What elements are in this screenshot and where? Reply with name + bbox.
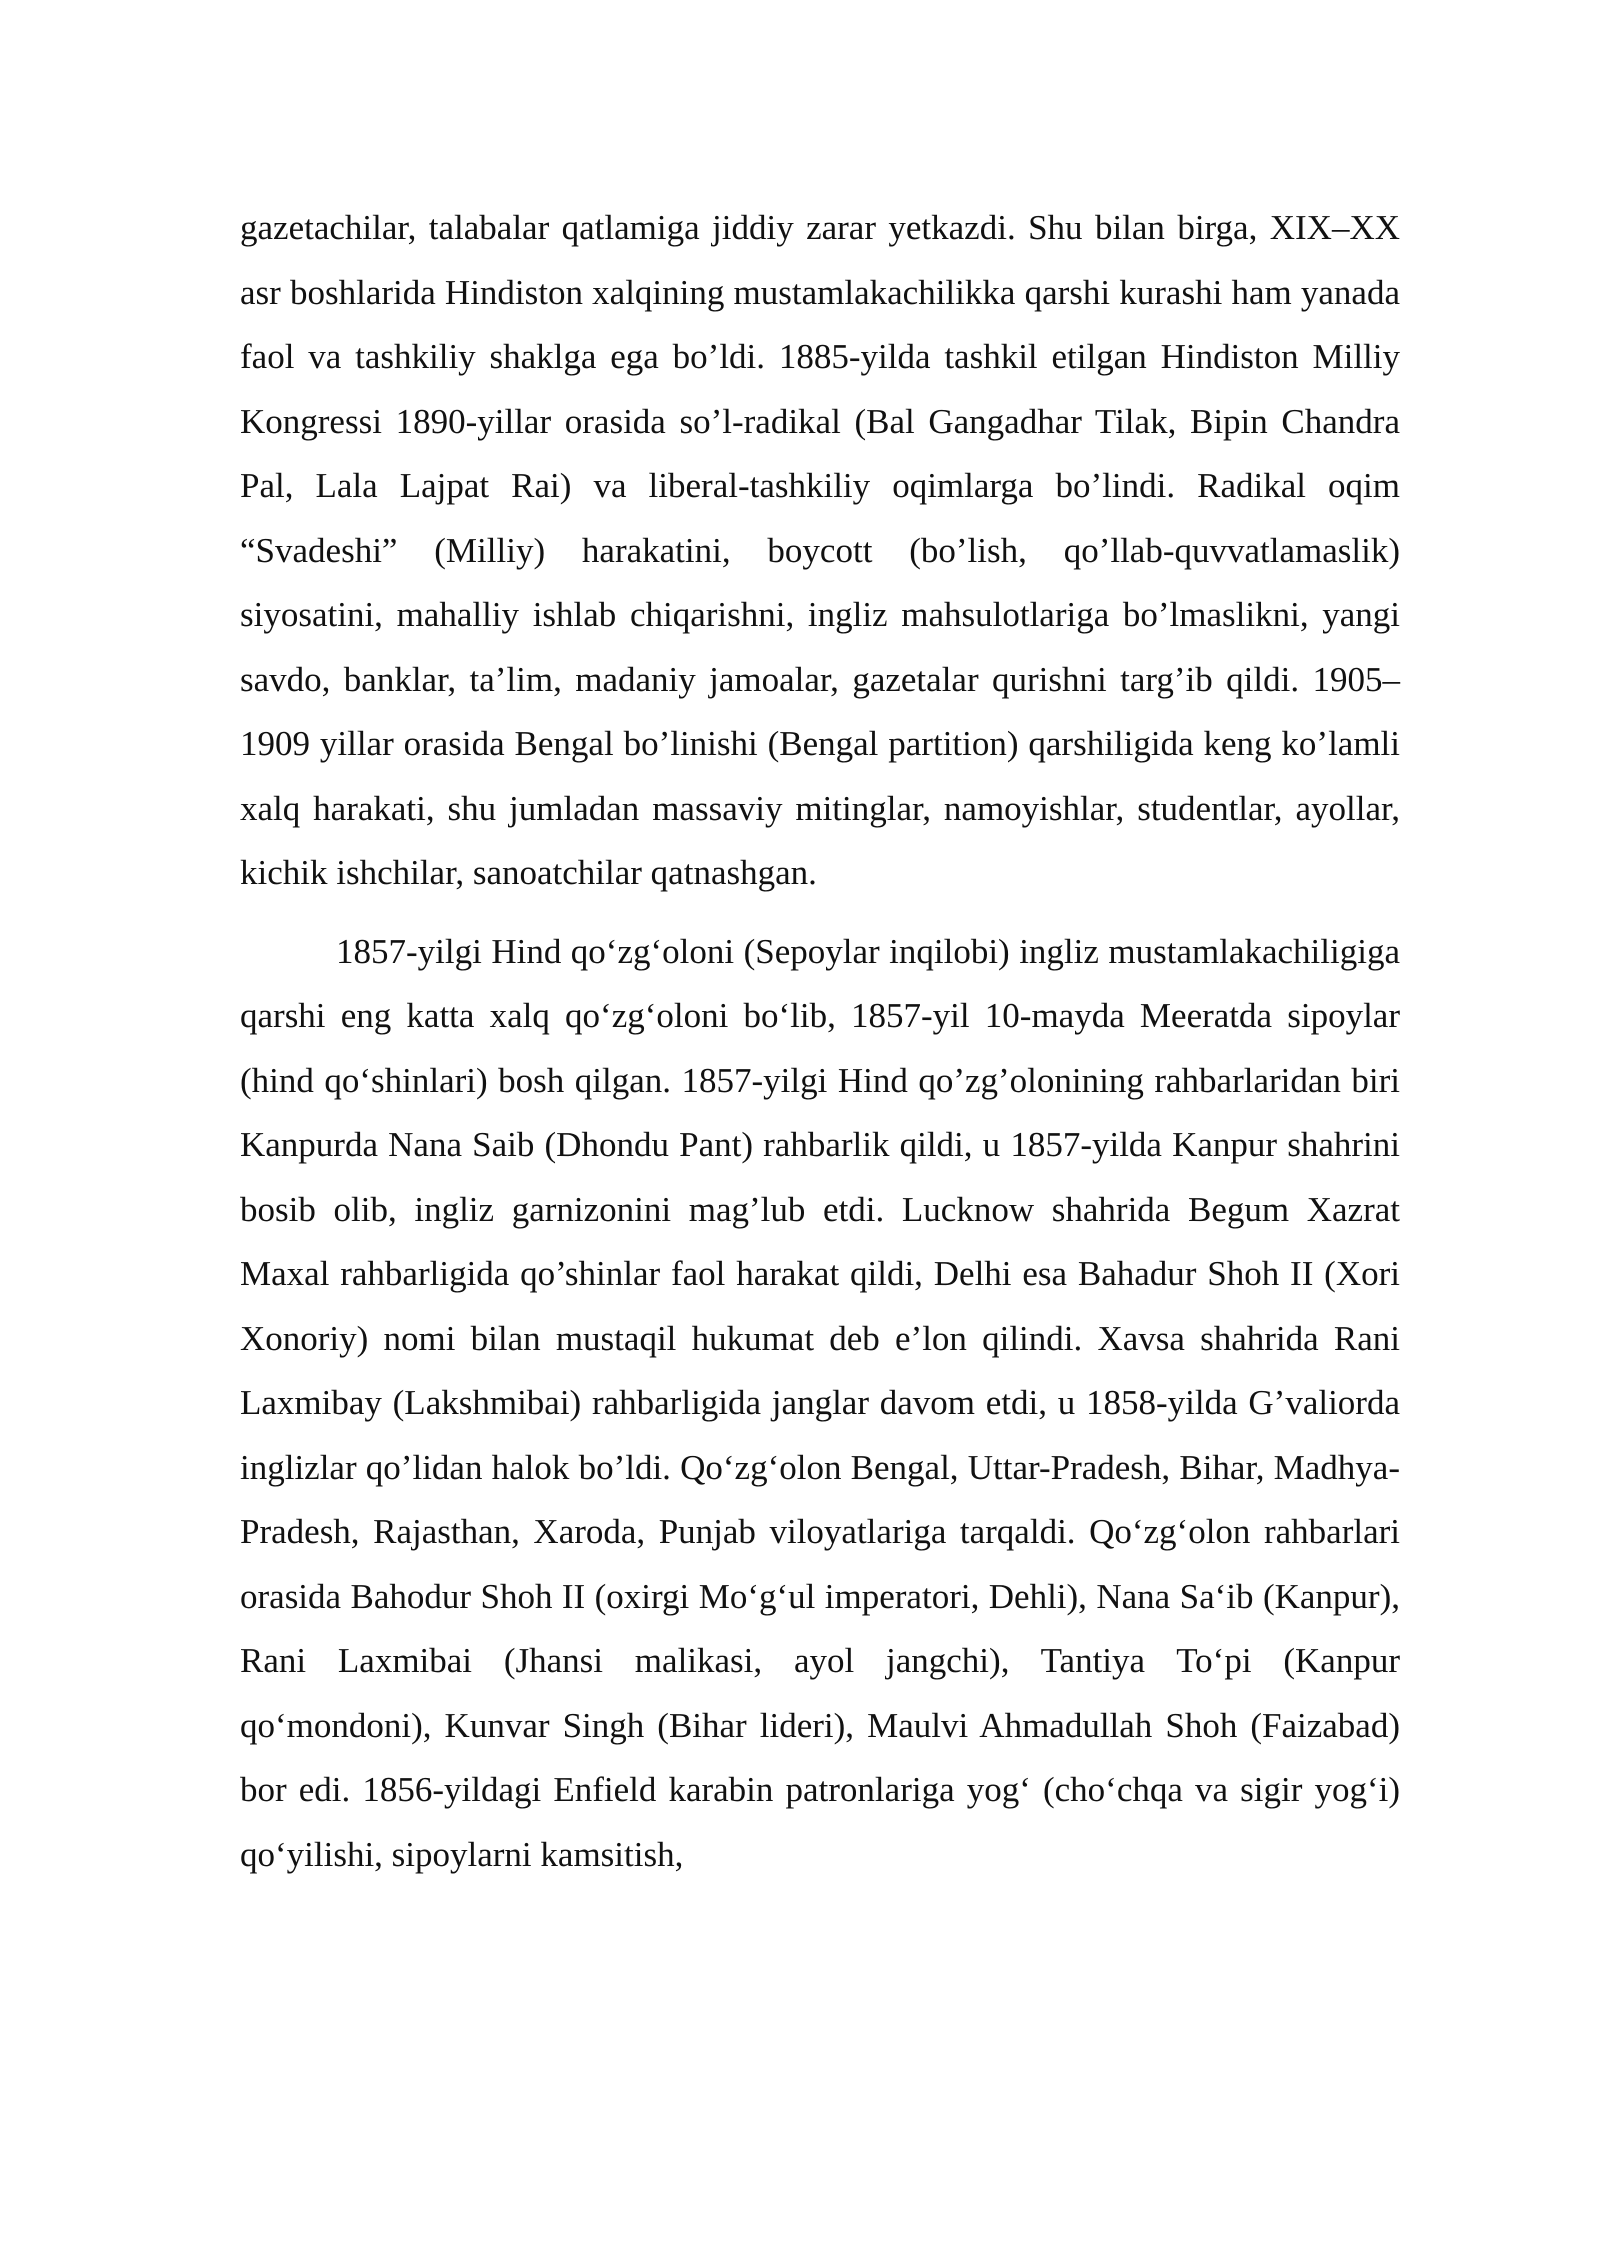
paragraph-2: 1857-yilgi Hind qo‘zg‘oloni (Sepoylar inqilobi) ingliz mustamlakachiligiga qarshi eng katta xalq qo‘zg‘oloni bo‘lib, 1857-yil 10-mayda Meeratda sipoylar (hind qo‘shinlari) bosh qilgan. 1857-yilgi Hind qo’zg’olonining rahbarlaridan biri Kanpurda Nana Saib (Dhondu Pant) rahbarlik qildi, u 1857-yilda Kanpur shahrini bosib olib, ingliz garnizonini mag’lub etdi. Lucknow shahrida Begum Xazrat Maxal rahbarligida qo’shinlar faol harakat qildi, Delhi esa Bahadur Shoh II (Xori Xonoriy) nomi bilan mustaqil hukumat deb e’lon qilindi. Xavsa shahrida Rani Laxmibay (Lakshmibai) rahbarligida janglar davom etdi, u 1858-yilda G’valiorda inglizlar qo’lidan halok bo’ldi. Qo‘zg‘olon Bengal, Uttar-Pradesh, Bihar, Madhya-Pradesh, Rajasthan, Xaroda, Punjab viloyatlariga tarqaldi. Qo‘zg‘olon rahbarlari orasida Bahodur Shoh II (oxirgi Mo‘g‘ul imperatori, Dehli), Nana Sa‘ib (Kanpur), Rani Laxmibai (Jhansi malikasi, ayol jangchi), Tantiya To‘pi (Kanpur qo‘mondoni), Kunvar Singh (Bihar lideri), Maulvi Ahmadullah Shoh (Faizabad) bor edi. 1856-yildagi Enfield karabin patronlariga yog‘ (cho‘chqa va sigir yog‘i) qo‘yilishi, sipoylarni kamsitish, xyxy=(240,931,1400,1874)
paragraph-1: gazetachilar, talabalar qatlamiga jiddiy zarar yetkazdi. Shu bilan birga, XIX–XX asr boshlarida Hindiston xalqining mustamlakachilikka qarshi kurashi ham yanada faol va tashkiliy shaklga ega bo’ldi. 1885-yilda tashkil etilgan Hindiston Milliy Kongressi 1890-yillar orasida so’l-radikal (Bal Gangadhar Tilak, Bipin Chandra Pal, Lala Lajpat Rai) va liberal-tashkiliy oqimlarga bo’lindi. Radikal oqim “Svadeshi” (Milliy) harakatini, boycott (bo’lish, qo’llab-quvvatlamaslik) siyosatini, mahalliy ishlab chiqarishni, ingliz mahsulotlariga bo’lmaslikni, yangi savdo, banklar, ta’lim, madaniy jamoalar, gazetalar qurishni targ’ib qildi. 1905–1909 yillar orasida Bengal bo’linishi (Bengal partition) qarshiligida keng ko’lamli xalq harakati, shu jumladan massaviy mitinglar, namoyishlar, studentlar, ayollar, kichik ishchilar, sanoatchilar qatnashgan. xyxy=(240,208,1400,892)
document-body xyxy=(240,196,1400,1887)
